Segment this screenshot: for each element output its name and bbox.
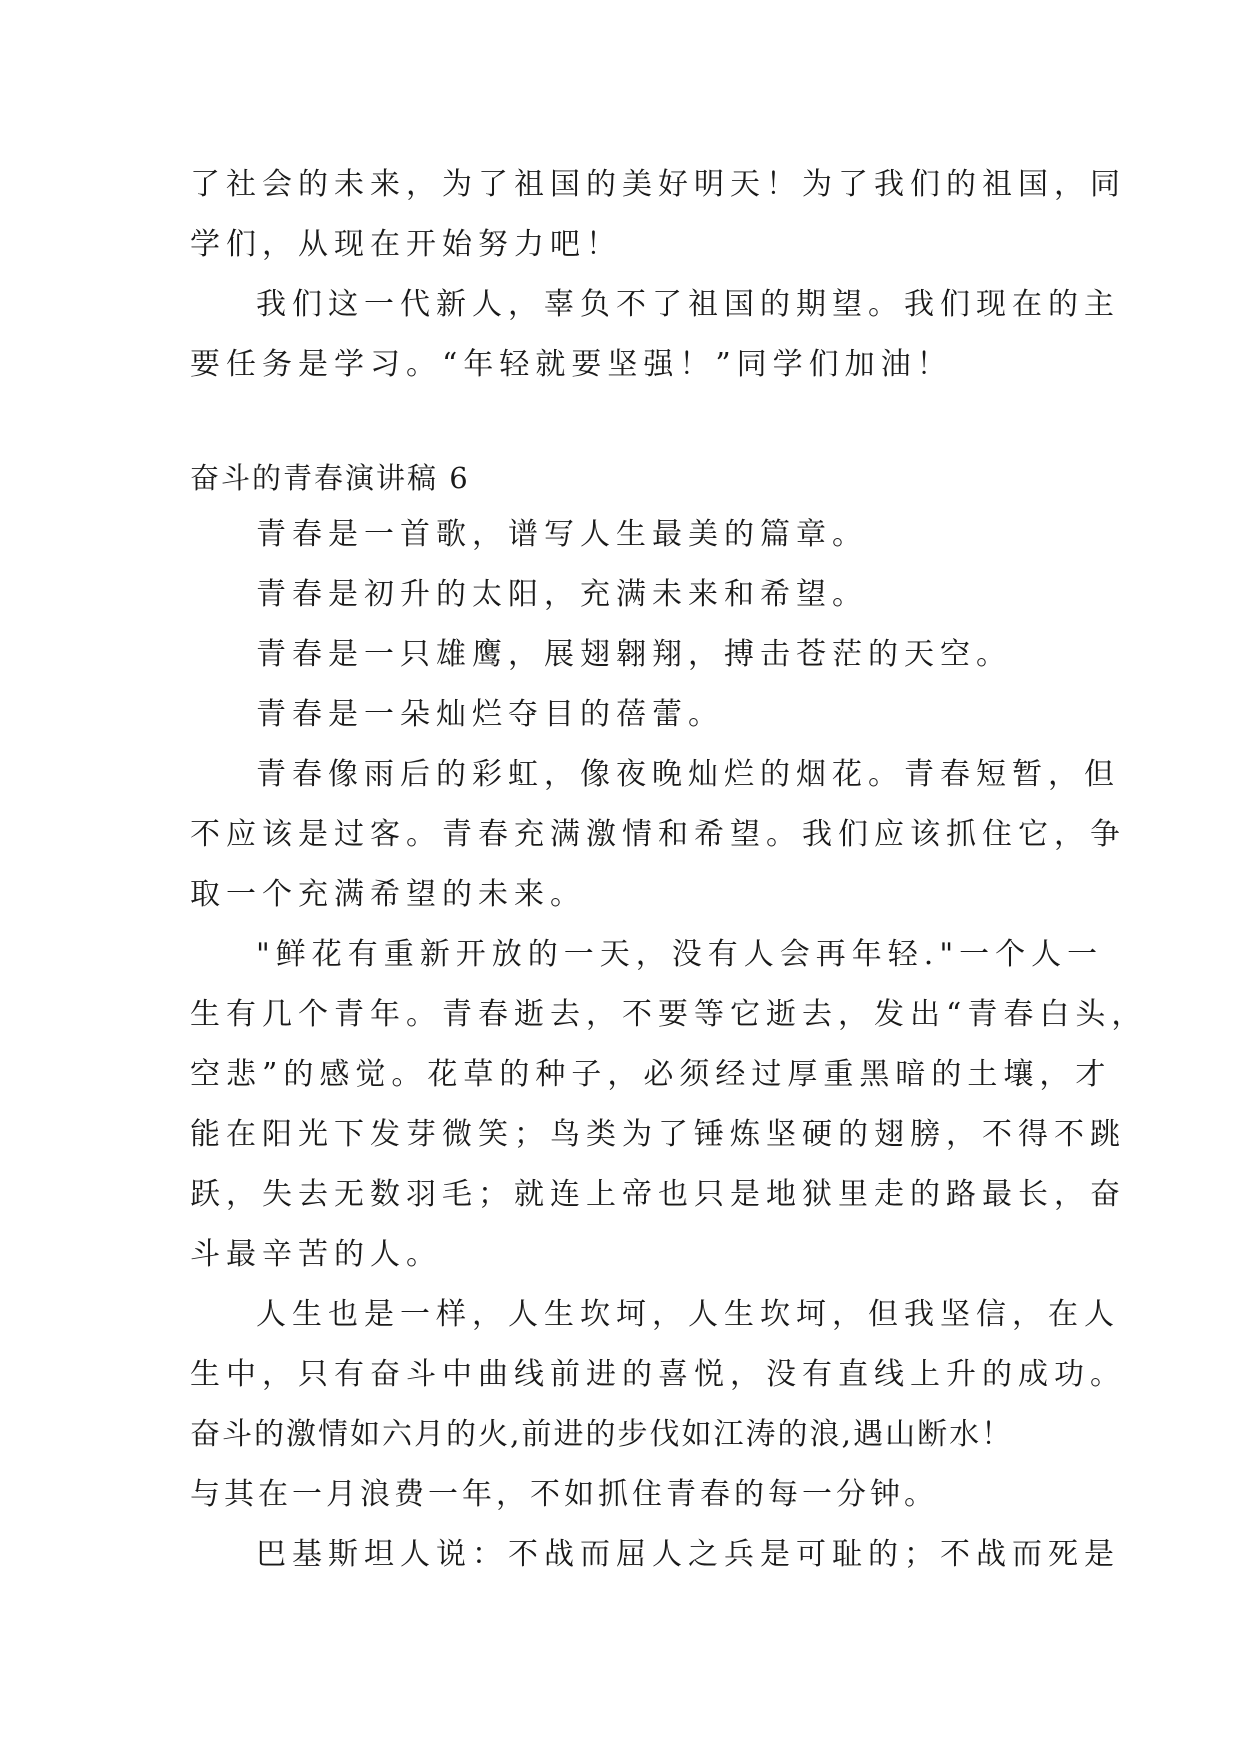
- paragraph-line: 生有几个青年。青春逝去，不要等它逝去，发出“青春白头，: [190, 997, 1148, 1032]
- paragraph-line: 青春像雨后的彩虹，像夜晚灿烂的烟花。青春短暂，但: [256, 757, 1120, 792]
- paragraph-line: 不应该是过客。青春充满激情和希望。我们应该抓住它，争: [190, 817, 1126, 852]
- paragraph-line: 奋斗的激情如六月的火,前进的步伐如江涛的浪,遇山断水！: [190, 1417, 1014, 1452]
- paragraph-line: 生中，只有奋斗中曲线前进的喜悦，没有直线上升的成功。: [190, 1357, 1126, 1392]
- paragraph-line: 我们这一代新人，辜负不了祖国的期望。我们现在的主: [256, 287, 1120, 322]
- section-title: 奋斗的青春演讲稿 6: [190, 461, 470, 495]
- paragraph-line: 青春是一首歌，谱写人生最美的篇章。: [256, 517, 868, 552]
- paragraph-line: 学们，从现在开始努力吧！: [190, 227, 622, 262]
- paragraph-line: 能在阳光下发芽微笑；鸟类为了锤炼坚硬的翅膀，不得不跳: [190, 1117, 1126, 1152]
- paragraph-line: "鲜花有重新开放的一天，没有人会再年轻."一个人一: [256, 937, 1104, 972]
- paragraph-line: 与其在一月浪费一年，不如抓住青春的每一分钟。: [190, 1477, 938, 1512]
- paragraph-line: 斗最辛苦的人。: [190, 1237, 442, 1272]
- paragraph-line: 人生也是一样，人生坎坷，人生坎坷，但我坚信，在人: [256, 1297, 1120, 1332]
- paragraph-line: 巴基斯坦人说：不战而屈人之兵是可耻的；不战而死是: [256, 1537, 1120, 1572]
- paragraph-line: 了社会的未来，为了祖国的美好明天！为了我们的祖国，同: [190, 167, 1126, 202]
- paragraph-line: 跃，失去无数羽毛；就连上帝也只是地狱里走的路最长，奋: [190, 1177, 1126, 1212]
- paragraph-line: 青春是一只雄鹰，展翅翱翔，搏击苍茫的天空。: [256, 637, 1012, 672]
- paragraph-line: 要任务是学习。“年轻就要坚强！”同学们加油！: [190, 347, 953, 382]
- paragraph-line: 青春是初升的太阳，充满未来和希望。: [256, 577, 868, 612]
- paragraph-line: 青春是一朵灿烂夺目的蓓蕾。: [256, 697, 724, 732]
- paragraph-line: 取一个充满希望的未来。: [190, 877, 586, 912]
- paragraph-line: 空悲”的感觉。花草的种子，必须经过厚重黑暗的土壤，才: [190, 1057, 1112, 1092]
